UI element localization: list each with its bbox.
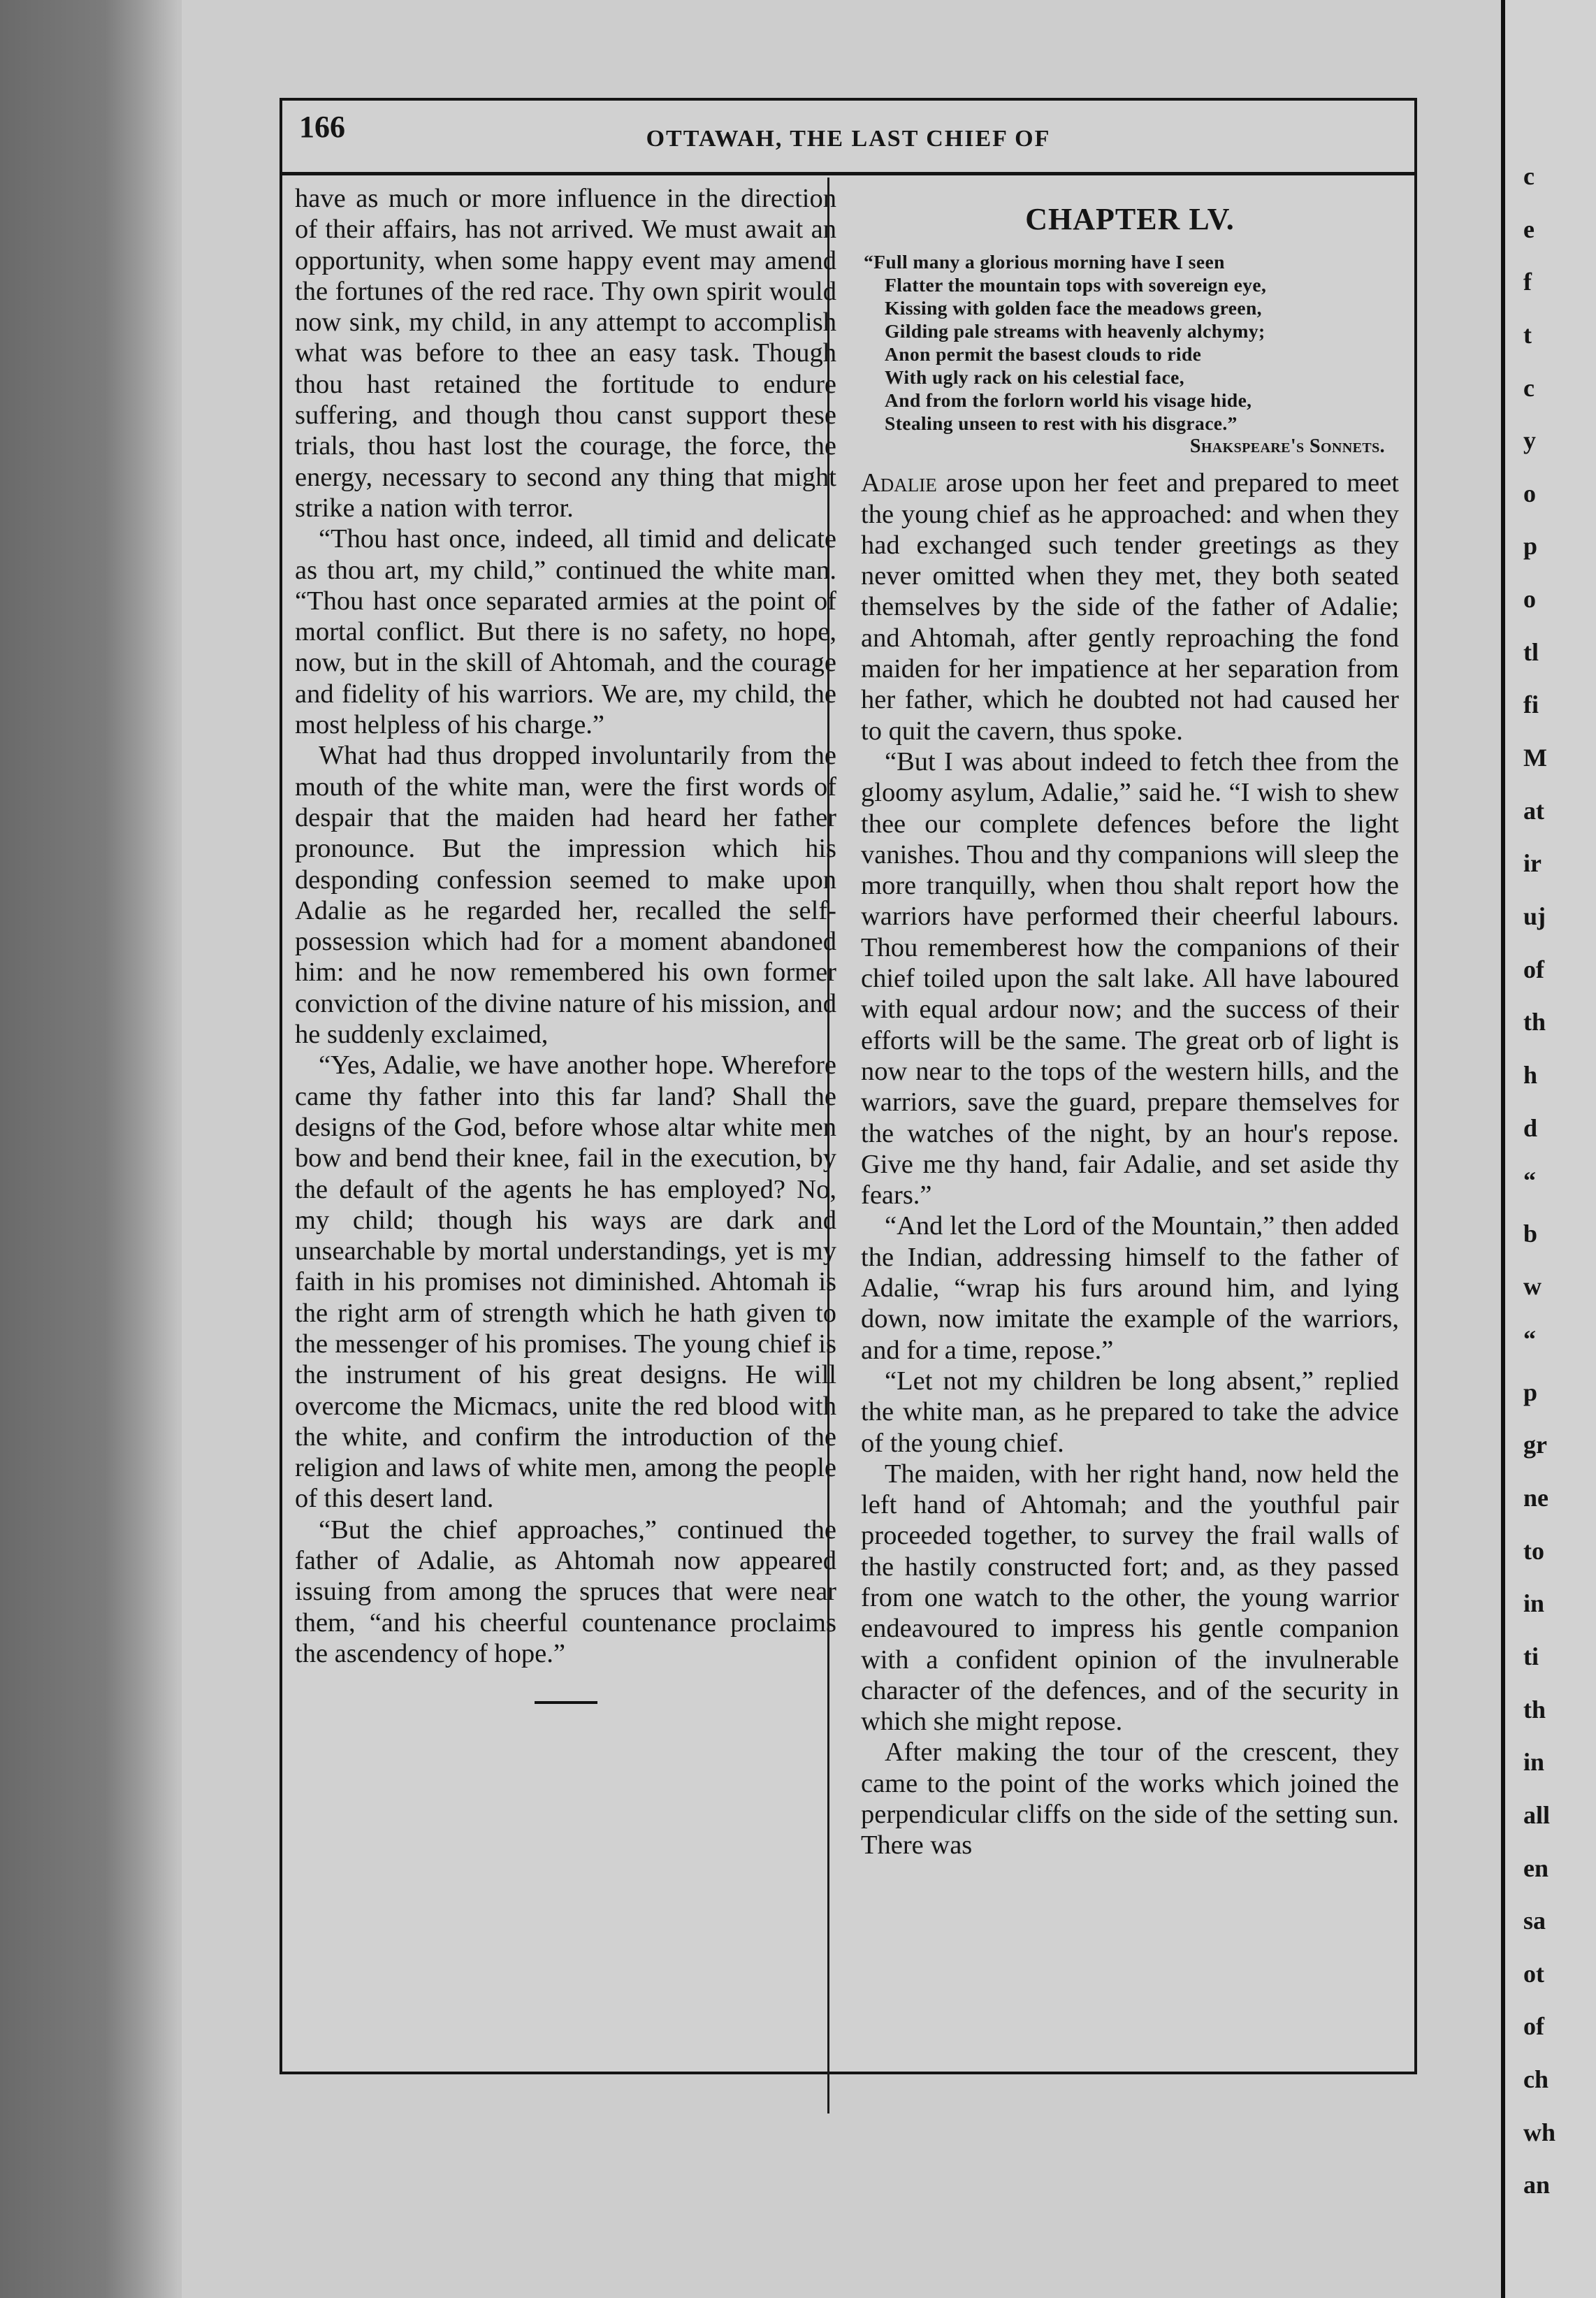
epigraph-line: Flatter the mountain tops with sovereign eye, xyxy=(885,274,1267,296)
page-header xyxy=(282,101,1414,175)
epigraph-attribution: Shakspeare's Sonnets. xyxy=(1189,435,1385,458)
adjacent-page-fragment: d xyxy=(1523,1113,1538,1142)
adjacent-page-fragment: w xyxy=(1523,1272,1541,1301)
left-paragraph: have as much or more influence in the direction of their affairs, has not arrived. We must await an opportunity, when some happy event may amend the fortunes of the red race. Thy own spirit would now sink, my child, in any attempt to accomplish what was before to thee an easy task. Though thou hast retained the fortitude to endure suffering, and though thou canst support these trials, thou hast lost the courage, the force, the energy, necessary to second any thing that might strike a nation with terror. xyxy=(295,184,836,523)
epigraph xyxy=(861,250,1399,458)
adjacent-page-fragment: “ xyxy=(1523,1325,1536,1354)
adjacent-page-fragment: ne xyxy=(1523,1484,1548,1512)
right-paragraph: “But I was about indeed to fetch thee from the gloomy asylum, Adalie,” said he. “I wish to shew thee our complete defences before the light vanishes. Thou and thy companions will sleep the more tranquilly, when thou shalt report how the warriors have performed their cheerful labours. Thou rememberest how the companions of their chief toiled upon the salt lake. All have laboured with equal ardour now; and the success of their efforts will be the same. The great orb of light is now near to the tops of the western hills, and the warriors, save the guard, prepare themselves for the watches of the night, by an hour's repose. Give me thy hand, fair Adalie, and set aside thy fears.” xyxy=(861,746,1399,1211)
adjacent-page-fragment: to xyxy=(1523,1536,1544,1565)
right-paragraph xyxy=(861,468,1399,746)
chapter-opening-word: Adalie xyxy=(861,468,937,498)
adjacent-page-fragment: fi xyxy=(1523,691,1539,719)
adjacent-page-fragment: an xyxy=(1523,2171,1551,2199)
adjacent-page-fragment: gr xyxy=(1523,1431,1547,1459)
right-paragraph: “And let the Lord of the Mountain,” then added the Indian, addressing himself to the father of Adalie, “wrap his furs around him, and lying down, now imitate the example of the warriors, and for a time, repose.” xyxy=(861,1211,1399,1365)
adjacent-page-fragment: h xyxy=(1523,1060,1538,1089)
adjacent-page-fragments xyxy=(1523,161,1593,2223)
epigraph-line: Kissing with golden face the meadows green, xyxy=(885,297,1262,319)
adjacent-page-fragment: o xyxy=(1523,585,1536,614)
right-paragraph: “Let not my children be long absent,” replied the white man, as he prepared to take the advice of the young chief. xyxy=(861,1366,1399,1458)
adjacent-page-fragment: p xyxy=(1523,532,1538,561)
adjacent-page-fragment: uj xyxy=(1523,902,1546,930)
scan-right-margin xyxy=(1501,0,1596,2298)
scan-left-margin xyxy=(0,0,182,2298)
adjacent-page-fragment: sa xyxy=(1523,1907,1546,1935)
epigraph-line: “Full many a glorious morning have I seen xyxy=(864,251,1225,273)
adjacent-page-fragment: ti xyxy=(1523,1642,1539,1670)
epigraph-line: Stealing unseen to rest with his disgrace.” xyxy=(885,412,1238,435)
adjacent-page-fragment: c xyxy=(1523,162,1535,190)
adjacent-page-fragment: f xyxy=(1523,268,1532,296)
epigraph-line: With ugly rack on his celestial face, xyxy=(885,366,1185,389)
right-column xyxy=(861,183,1399,2056)
adjacent-page-fragment: y xyxy=(1523,426,1536,455)
adjacent-page-fragment: “ xyxy=(1523,1166,1536,1195)
paragraph-text: arose upon her feet and prepared to meet the young chief as he approached: and when they had exchanged such tender greetings as they never omitted when they met, they both seated themselves by the side of the father of Adalie; and Ahtomah, after gently reproaching the fond maiden for her impatience at her separation from her father, which he doubted not had caused her to quit the cavern, thus spoke. xyxy=(861,468,1399,746)
right-paragraph: The maiden, with her right hand, now held the left hand of Ahtomah; and the youthful pair proceeded together, to survey the frail walls of the hastily constructed fort; and, as they passed from one watch to the other, the young warrior endeavoured to impress his gentle companion with a confident opinion of the invulnerable character of the defences, and of the security in which she might repose. xyxy=(861,1459,1399,1737)
adjacent-page-fragment: en xyxy=(1523,1853,1548,1882)
left-paragraph: What had thus dropped involuntarily from the mouth of the white man, were the first words of despair that the maiden had heard her father pronounce. But the impression which his desponding confession seemed to make upon Adalie as he regarded her, recalled the self-possession which had for a moment abandoned him: and he now remembered his own former conviction of the divine nature of his mission, and he suddenly exclaimed, xyxy=(295,741,836,1050)
left-paragraph: “Yes, Adalie, we have another hope. Wherefore came thy father into this far land? Shall the designs of the God, before whose altar white men bow and bend their knee, fail in the execution, by the default of the agents he has employed? No, my child; though his ways are dark and unsearchable by mortal understandings, yet is my faith in his promises not diminished. Ahtomah is the right arm of strength which he hath given to the messenger of his promises. The young chief is the instrument of his great designs. He will overcome the Micmacs, unite the red blood with the white, and confirm the introduction of the religion and laws of white men, among the people of this desert land. xyxy=(295,1050,836,1514)
adjacent-page-fragment: tl xyxy=(1523,637,1539,666)
book-page xyxy=(280,98,1417,2074)
left-column xyxy=(295,183,836,2056)
adjacent-page-fragment: at xyxy=(1523,796,1544,825)
adjacent-page-fragment: o xyxy=(1523,479,1536,507)
adjacent-page-fragment: t xyxy=(1523,320,1532,349)
adjacent-page-fragment: th xyxy=(1523,1008,1546,1036)
page-number: 166 xyxy=(299,110,345,144)
left-paragraph: “Thou hast once, indeed, all timid and delicate as thou art, my child,” continued the white man. “Thou hast once separated armies at the point of mortal conflict. But there is no safety, no hope, now, but in the skill of Ahtomah, and the courage and fidelity of his warriors. We are, my child, the most helpless of his charge.” xyxy=(295,524,836,740)
adjacent-page-fragment: th xyxy=(1523,1695,1546,1723)
chapter-title: CHAPTER LV. xyxy=(1025,202,1235,236)
section-end-rule xyxy=(535,1701,597,1704)
adjacent-page-fragment: of xyxy=(1523,2012,1544,2041)
adjacent-page-fragment: wh xyxy=(1523,2118,1556,2146)
adjacent-page-fragment: ch xyxy=(1523,2065,1548,2094)
adjacent-page-fragment: e xyxy=(1523,215,1535,243)
adjacent-page-fragment: all xyxy=(1523,1800,1551,1829)
running-head: OTTAWAH, THE LAST CHIEF OF xyxy=(646,126,1051,152)
adjacent-page-fragment: M xyxy=(1523,744,1547,772)
adjacent-page-fragment: of xyxy=(1523,955,1544,983)
left-paragraph: “But the chief approaches,” continued the father of Adalie, as Ahtomah now appeared issuing from among the spruces that were near them, “and his cheerful countenance proclaims the ascendency of hope.” xyxy=(295,1515,836,1668)
adjacent-page-fragment: c xyxy=(1523,373,1535,402)
adjacent-page-fragment: in xyxy=(1523,1748,1545,1777)
adjacent-page-fragment: b xyxy=(1523,1219,1538,1248)
epigraph-line: And from the forlorn world his visage hide, xyxy=(885,389,1252,412)
adjacent-page-fragment: ot xyxy=(1523,1959,1544,1988)
epigraph-line: Gilding pale streams with heavenly alchymy; xyxy=(885,320,1265,342)
epigraph-line: Anon permit the basest clouds to ride xyxy=(885,343,1202,366)
adjacent-page-fragment: ir xyxy=(1523,849,1541,878)
right-paragraph: After making the tour of the crescent, they came to the point of the works which joined the perpendicular cliffs on the side of the setting sun. There was xyxy=(861,1737,1399,1860)
adjacent-page-fragment: p xyxy=(1523,1378,1538,1406)
adjacent-page-fragment: in xyxy=(1523,1589,1545,1618)
